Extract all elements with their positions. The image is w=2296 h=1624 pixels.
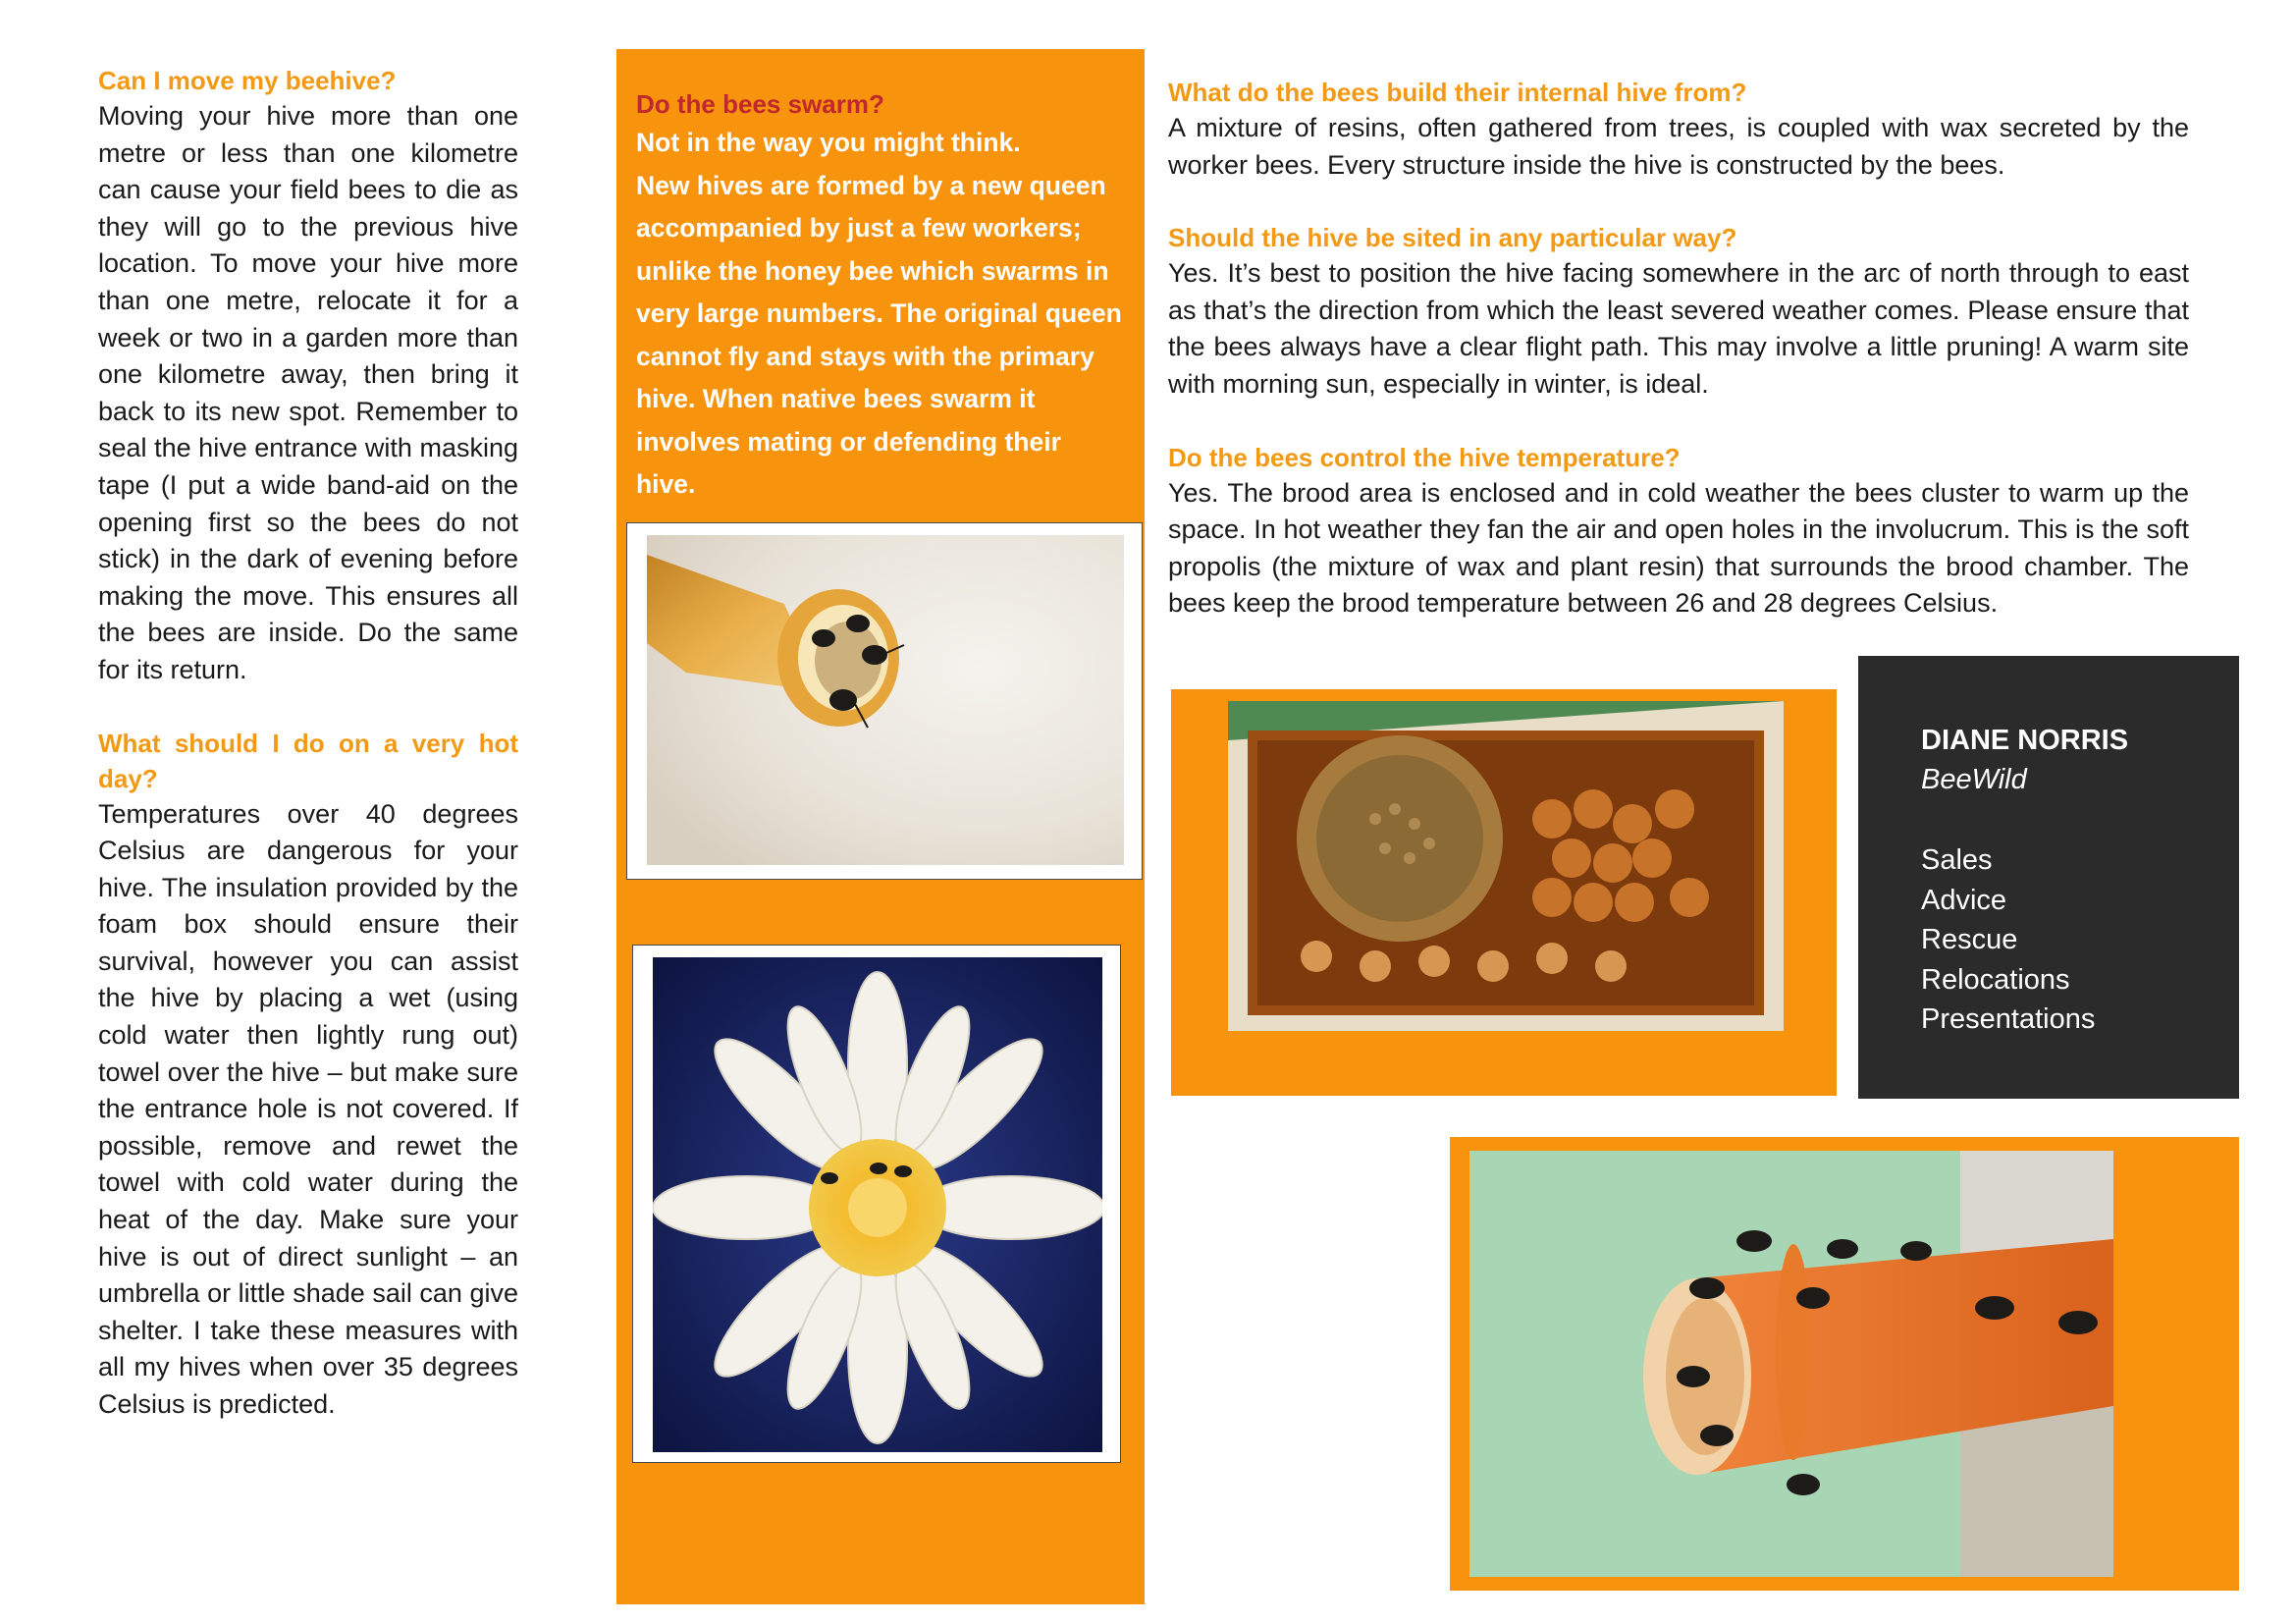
bee-tube-green-photo <box>1469 1151 2113 1577</box>
body-internal-hive: A mixture of resins, often gathered from trees, is coupled with wax secreted by the worker bees. Every structure inside the hive is constructed by the bees. <box>1168 113 2189 180</box>
water-lily-photo <box>653 957 1102 1452</box>
swarm-paragraph: Not in the way you might think. <box>636 128 1021 157</box>
heading-hot-day: What should I do on a very hot day? <box>98 728 518 793</box>
orange-frame-brood <box>1171 689 1837 1096</box>
section-internal-hive <box>1168 75 2189 184</box>
service-item: Rescue <box>1921 924 2018 955</box>
body-hive-siting: Yes. It’s best to position the hive facing somewhere in the arc of north through to east as that’s the direction from which the least severed weather comes. Please ensure that the bees always have a clear flight path. This may involve a little pruning! A warm site with morning sun, especially in winter, is ideal. <box>1168 258 2189 399</box>
body-hot-day: Temperatures over 40 degrees Celsius are dangerous for your hive. The insulation provided by the foam box should ensure their survival, however you can assist the hive by placing a wet (using cold water then lightly rung out) towel over the hive – but make sure the entrance hole is not covered. If possible, remove and rewet the towel with cold water during the heat of the day. Make sure your hive is out of direct sunlight – an umbrella or little shade sail can give shelter. I take these measures with all my hives when over 35 degrees Celsius is predicted. <box>98 798 518 1419</box>
heading-swarm: Do the bees swarm? <box>636 89 884 119</box>
body-hive-temperature: Yes. The brood area is enclosed and in cold weather the bees cluster to warm up the space. In hot weather they fan the air and open holes in the involucrum. This is the soft propolis (the mixture of wax and plant resin) that surrounds the brood chamber. The bees keep the brood temperature between 26 and 28 degrees Celsius. <box>1168 477 2189 619</box>
swarm-paragraph: New hives are formed by a new queen accompanied by just a few workers; unlike the honey bee which swarms in very large numbers. The original queen cannot fly and stays with the primary hive. When native bees swarm it involves mating or defending their hive. <box>636 170 1122 499</box>
photo-frame-lily <box>632 945 1121 1463</box>
right-column <box>1168 75 2189 623</box>
section-move-hive <box>98 63 518 689</box>
service-item: Advice <box>1921 884 2007 916</box>
body-move-hive: Moving your hive more than one metre or less than one kilometre can cause your field bees to die as they will go to the previous hive location. To move your hive more than one metre, relocate it for a week or two in a garden more than one kilometre away, then bring it back to its new spot. Remember to seal the hive entrance with masking tape (I put a wide band-aid on the opening first so the bees do not stick) in the dark of evening before making the move. This ensures all the bees are inside. Do the same for its return. <box>98 101 518 684</box>
left-column <box>98 63 518 1424</box>
contact-brand: BeeWild <box>1921 764 2027 795</box>
section-hive-siting <box>1168 220 2189 403</box>
service-item: Relocations <box>1921 963 2070 996</box>
heading-move-hive: Can I move my beehive? <box>98 66 397 95</box>
service-item: Presentations <box>1921 1003 2096 1035</box>
orange-frame-tube <box>1450 1137 2239 1591</box>
body-swarm <box>636 122 1127 507</box>
heading-hive-temperature: Do the bees control the hive temperature? <box>1168 442 1681 472</box>
contact-name: DIANE NORRIS <box>1921 725 2129 756</box>
contact-card <box>1858 656 2239 1099</box>
heading-hive-siting: Should the hive be sited in any particular way? <box>1168 223 1737 253</box>
brood-comb-photo <box>1228 701 1784 1031</box>
photo-frame-tube <box>626 522 1143 880</box>
services-list <box>1921 840 2095 1040</box>
orange-panel <box>616 49 1145 1604</box>
bee-tube-photo <box>647 535 1124 865</box>
section-hive-temperature <box>1168 440 2189 623</box>
service-item: Sales <box>1921 844 1993 876</box>
section-hot-day <box>98 726 518 1424</box>
heading-internal-hive: What do the bees build their internal hive from? <box>1168 78 1747 107</box>
